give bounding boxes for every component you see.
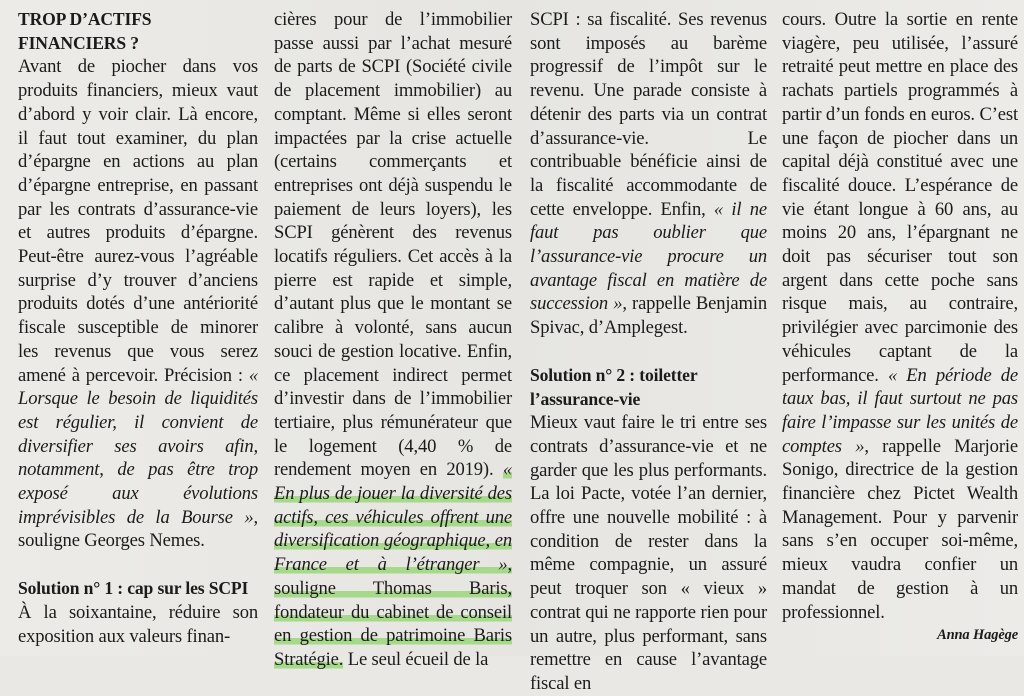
paragraph-text: , rappelle Marjorie Sonigo, directrice de la gestion financière chez Pictet Wealth Management. Pour y parvenir sans s’en occuper soi-même, mieux vaudra confier un mandat de gestion à un professionnel. — [782, 435, 1018, 623]
author-signature: Anna Hagège — [937, 627, 1018, 644]
paragraph — [18, 55, 258, 553]
column-4 — [782, 8, 1018, 645]
paragraph: À la soixantaine, réduire son exposition aux valeurs finan- — [18, 601, 258, 647]
paragraph-text: Le seul écueil de la — [343, 648, 489, 670]
paragraph-text: Avant de piocher dans vos produits financiers, mieux vaut d’abord y voir clair. Là encore, il faut tout examiner, du plan d’épargne en actions au plan d’épargne entreprise, en passant par les contrats d’assurance-vie et autres produits d’épargne. Peut-être aurez-vous l’agréable surprise d’y trouver d’anciens produits dotés d’une antériorité fiscale susceptible de minorer les revenus que vous serez amené à percevoir. Précision : — [18, 56, 258, 386]
quote: « En période de taux bas, il faut surtout ne pas faire l’impasse sur les unités de comptes » — [782, 364, 1018, 457]
paragraph-text: cours. Outre la sortie en rente viagère, peu utilisée, l’assuré retraité peut mettre en place des rachats partiels programmés à partir d’un fonds en euros. C’est une façon de piocher dans un capital déjà constitué avec une fiscalité douce. L’espérance de vie étant longue à 60 ans, au moins 20 ans, l’épargnant ne doit pas sécuriser tout son argent dans cette poche sans risque mais, au contraire, privilégier avec parcimonie des véhicules captant de la performance. — [782, 9, 1018, 386]
highlighted-text: , souligne Thomas Baris, fondateur du cabinet de conseil en gestion de patrimoine Baris Stratégie. — [274, 554, 512, 670]
paragraph-text: cières pour de l’immobilier passe aussi par l’achat mesuré de parts de SCPI (Société civile de placement immobilier) au comptant. Même si elles seront impactées par la crise actuelle (certains commerçants et entreprises ont déjà suspendu le paiement de leurs loyers), les SCPI génèrent des revenus locatifs réguliers. Cet accès à la pierre est rapide et simple, d’autant plus que le montant se calibre à volonté, sans aucun souci de gestion locative. Enfin, ce placement indirect permet d’investir dans de l’immobilier tertiaire, plus rémunérateur que le logement (4,40 % de rendement moyen en 2019). — [274, 9, 512, 481]
quote: « il ne faut pas oublier que l’assurance-vie procure un avantage fiscal en matière de succession » — [530, 198, 767, 315]
solution-heading: Solution n° 2 : toiletter l’assurance-vie — [530, 364, 698, 409]
column-1 — [18, 8, 258, 648]
paragraph — [274, 8, 512, 672]
paragraph — [782, 8, 1018, 624]
quote: « Lorsque le besoin de liquidités est régulier, il convient de diversifier ses avoirs afin, notamment, de pas être trop exposé aux évolutions imprévisibles de la Bourse » — [18, 364, 258, 528]
paragraph-text: , souligne Georges Nemes. — [18, 506, 258, 552]
column-3 — [530, 8, 767, 696]
paragraph-text: SCPI : sa fiscalité. Ses revenus sont imposés au barème progressif de l’impôt sur le revenu. Une parade consiste à détenir des parts via un contrat d’assurance-vie. Le contribuable bénéficie ainsi de la fiscalité accommodante de cette enveloppe. Enfin, — [530, 9, 767, 220]
column-2 — [274, 8, 512, 672]
solution-heading: Solution n° 1 : cap sur les SCPI — [18, 578, 249, 599]
paragraph — [530, 8, 767, 340]
section-heading: TROP D’ACTIFS FINANCIERS ? — [18, 9, 152, 53]
paragraph-text: , rappelle Benjamin Spivac, d’Amplegest. — [530, 293, 767, 339]
highlighted-quote: « En plus de jouer la diversité des actifs, ces véhicules offrent une diversification géographique, en France et à l’étranger » — [274, 459, 512, 576]
paragraph: Mieux vaut faire le tri entre ses contrats d’assurance-vie et ne garder que les plus performants. La loi Pacte, votée l’an dernier, offre une nouvelle mobilité : à condition de rester dans la même compagnie, un assuré peut troquer son « vieux » contrat qui ne rapporte rien pour un autre, plus performant, sans remettre en cause l’avantage fiscal en — [530, 412, 767, 694]
